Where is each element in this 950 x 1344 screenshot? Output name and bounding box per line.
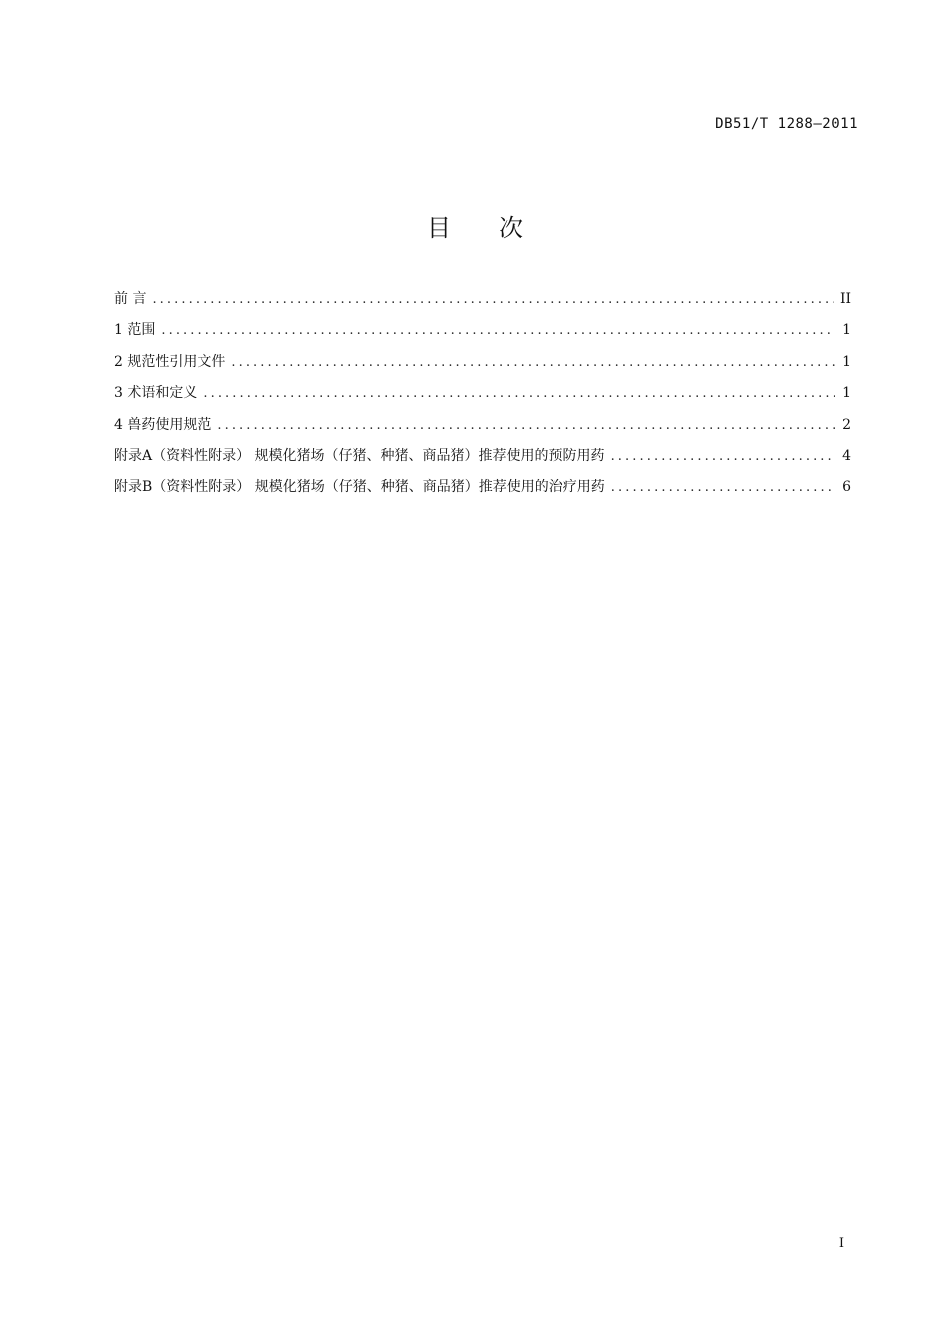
toc-entry-veterinary-drug-rules[interactable]: [114, 414, 851, 445]
page-number: I: [838, 1236, 844, 1251]
toc-page-number: 2: [842, 416, 851, 433]
document-code: DB51/T 1288—2011: [715, 116, 858, 132]
toc-leader-dots: [161, 323, 835, 338]
toc-page-number: 1: [842, 322, 851, 339]
toc-page-number: 6: [842, 479, 851, 496]
toc-entry-normative-references[interactable]: [114, 351, 851, 382]
toc-entry-scope[interactable]: [114, 319, 851, 350]
toc-leader-dots: [217, 418, 835, 433]
table-of-contents: [114, 288, 851, 508]
toc-entry-appendix-a[interactable]: [114, 445, 851, 476]
page-title: 目次: [427, 214, 571, 242]
toc-label: 前 言: [114, 291, 147, 307]
toc-label: 4 兽药使用规范: [114, 416, 212, 433]
toc-entry-terms-definitions[interactable]: [114, 382, 851, 413]
toc-label: 3 术语和定义: [114, 385, 198, 402]
toc-label: 附录A（资料性附录） 规模化猪场（仔猪、种猪、商品猪）推荐使用的预防用药: [114, 447, 605, 464]
toc-label: 2 规范性引用文件: [114, 353, 226, 370]
toc-label: 1 范围: [114, 322, 156, 339]
toc-entry-appendix-b[interactable]: [114, 476, 851, 507]
toc-leader-dots: [611, 449, 835, 464]
toc-page-number: II: [839, 291, 851, 307]
toc-leader-dots: [203, 386, 835, 401]
toc-leader-dots: [231, 355, 835, 370]
toc-page-number: 4: [842, 447, 851, 464]
toc-page-number: 1: [842, 353, 851, 370]
toc-page-number: 1: [842, 385, 851, 402]
toc-leader-dots: [152, 292, 833, 307]
toc-label: 附录B（资料性附录） 规模化猪场（仔猪、种猪、商品猪）推荐使用的治疗用药: [114, 479, 605, 496]
toc-entry-foreword[interactable]: [114, 288, 851, 319]
toc-leader-dots: [611, 480, 835, 495]
